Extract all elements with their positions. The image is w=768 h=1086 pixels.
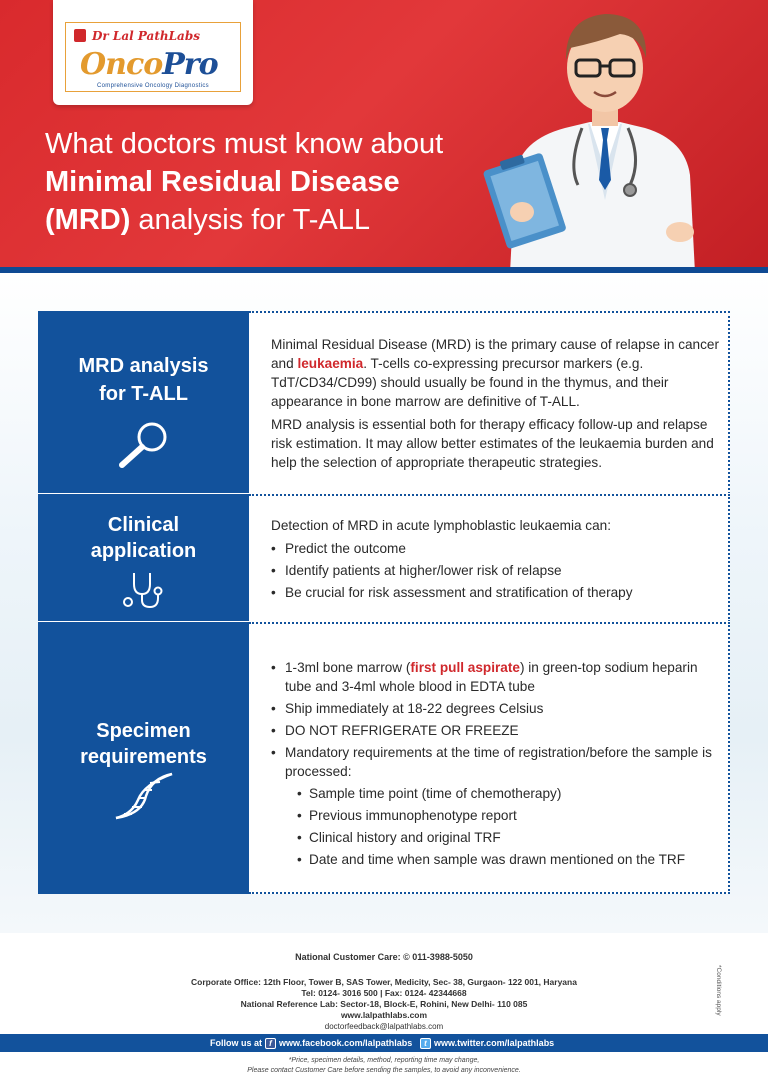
text: Mandatory requirements at the time of registration/before the sample is processed: bbox=[285, 745, 712, 779]
list-item bbox=[271, 743, 721, 869]
section-text bbox=[271, 516, 721, 605]
logo-frame bbox=[65, 22, 241, 92]
section-title-line2: application bbox=[90, 540, 197, 562]
disclaimer-line1: *Price, specimen details, method, reporting time may change, bbox=[288, 1057, 480, 1064]
customer-care: National Customer Care: © 011-3988-5050 bbox=[295, 952, 473, 962]
section-label-cell bbox=[38, 494, 249, 622]
info-table bbox=[38, 311, 730, 894]
twitter-link[interactable] bbox=[420, 1038, 554, 1049]
list-item: • Identify patients at higher/lower risk of relapse bbox=[271, 561, 721, 580]
facebook-link[interactable] bbox=[265, 1038, 412, 1049]
facebook-icon: f bbox=[265, 1038, 276, 1049]
sub-list-item: • Clinical history and original TRF bbox=[297, 828, 721, 847]
section-content-cell bbox=[249, 622, 730, 894]
paragraph: MRD analysis is essential both for therapy efficacy follow-up and relapse risk estimation. It may allow better estimates of the leukaemia burden and help the selection of appropriate therapeutic strategies. bbox=[271, 417, 714, 470]
email-link[interactable]: doctorfeedback@lalpathlabs.com bbox=[324, 1022, 444, 1031]
section-label-cell bbox=[38, 622, 249, 894]
title-rest: analysis for T-ALL bbox=[130, 204, 370, 236]
sub-list-item: • Previous immunophenotype report bbox=[297, 806, 721, 825]
logo-mark-icon bbox=[74, 29, 86, 42]
text: 1-3ml bone marrow ( bbox=[285, 660, 411, 675]
facebook-url[interactable]: www.facebook.com/lalpathlabs bbox=[279, 1038, 413, 1048]
logo-onco: Onco bbox=[80, 47, 163, 82]
magnifier-icon bbox=[116, 419, 174, 469]
logo[interactable] bbox=[53, 0, 253, 105]
sub-list bbox=[297, 784, 721, 869]
logo-brand: Dr Lal PathLabs bbox=[92, 29, 200, 43]
conditions-note: *Conditions apply bbox=[715, 965, 722, 1016]
text: ) in green-top sodium heparin tube and 3-4ml whole blood in EDTA tube bbox=[285, 660, 698, 694]
social-bar bbox=[0, 1034, 768, 1052]
intro-text: Detection of MRD in acute lymphoblastic leukaemia can: bbox=[271, 518, 612, 533]
section-mrd-analysis bbox=[38, 311, 730, 494]
section-content-cell bbox=[249, 311, 730, 494]
text: Minimal Residual Disease (MRD) is the primary cause of relapse in cancer and bbox=[271, 337, 719, 371]
tel-fax: Tel: 0124- 3016 500 | Fax: 0124- 42344668 bbox=[301, 988, 467, 998]
sub-list-item: • Date and time when sample was drawn mentioned on the TRF bbox=[297, 850, 721, 869]
twitter-icon: t bbox=[420, 1038, 431, 1049]
section-title-line2: requirements bbox=[80, 746, 207, 768]
section-content-cell bbox=[249, 494, 730, 622]
logo-wordmark bbox=[80, 47, 218, 82]
logo-pro: Pro bbox=[162, 47, 218, 82]
dna-icon bbox=[112, 770, 176, 822]
page-title-line2: Minimal Residual Disease bbox=[45, 166, 400, 198]
list-item: • Ship immediately at 18-22 degrees Celsius bbox=[271, 699, 721, 718]
header-banner bbox=[0, 0, 768, 273]
bullet-list bbox=[271, 658, 721, 869]
disclaimer-line2: Please contact Customer Care before sending the samples, to avoid any inconvenience. bbox=[247, 1067, 521, 1074]
stethoscope-icon bbox=[122, 570, 166, 610]
section-clinical-application bbox=[38, 494, 730, 622]
section-title-line1: Clinical bbox=[107, 514, 180, 536]
section-text bbox=[271, 335, 721, 476]
section-specimen-requirements bbox=[38, 622, 730, 894]
twitter-url[interactable]: www.twitter.com/lalpathlabs bbox=[434, 1038, 555, 1048]
sub-list-item: • Sample time point (time of chemotherapy) bbox=[297, 784, 721, 803]
follow-label: Follow us at bbox=[210, 1038, 263, 1048]
list-item bbox=[271, 658, 721, 696]
list-item: • Predict the outcome bbox=[271, 539, 721, 558]
list-item: • DO NOT REFRIGERATE OR FREEZE bbox=[271, 721, 721, 740]
title-mrd: (MRD) bbox=[45, 204, 131, 236]
logo-tagline: Comprehensive Oncology Diagnostics bbox=[97, 83, 209, 89]
highlight-text: first pull aspirate bbox=[410, 660, 520, 675]
reference-lab: National Reference Lab: Sector-18, Block-E, Rohini, New Delhi- 110 085 bbox=[240, 999, 528, 1009]
page-title-line3 bbox=[45, 204, 370, 237]
section-label-cell bbox=[38, 311, 249, 494]
text: . T-cells co-expressing precursor markers (e.g. TdT/CD34/CD99) should usually be found in the thymus, and their appearance in bone marrow are definitive of T-ALL. bbox=[271, 356, 669, 409]
doctor-illustration-icon bbox=[470, 0, 710, 273]
section-text bbox=[271, 658, 721, 872]
list-item: • Be crucial for risk assessment and stratification of therapy bbox=[271, 583, 721, 602]
bullet-list bbox=[271, 539, 721, 602]
paragraph bbox=[271, 335, 721, 411]
page-title-line1: What doctors must know about bbox=[45, 128, 444, 160]
corporate-office: Corporate Office: 12th Floor, Tower B, SAS Tower, Medicity, Sec- 38, Gurgaon- 122 001, Haryana bbox=[191, 977, 577, 987]
highlight-text: leukaemia bbox=[297, 356, 364, 371]
section-title-line1: MRD analysis bbox=[78, 355, 209, 377]
section-title-line2: for T-ALL bbox=[99, 383, 188, 405]
website-link[interactable]: www.lalpathlabs.com bbox=[340, 1010, 428, 1020]
section-title-line1: Specimen bbox=[96, 720, 191, 742]
